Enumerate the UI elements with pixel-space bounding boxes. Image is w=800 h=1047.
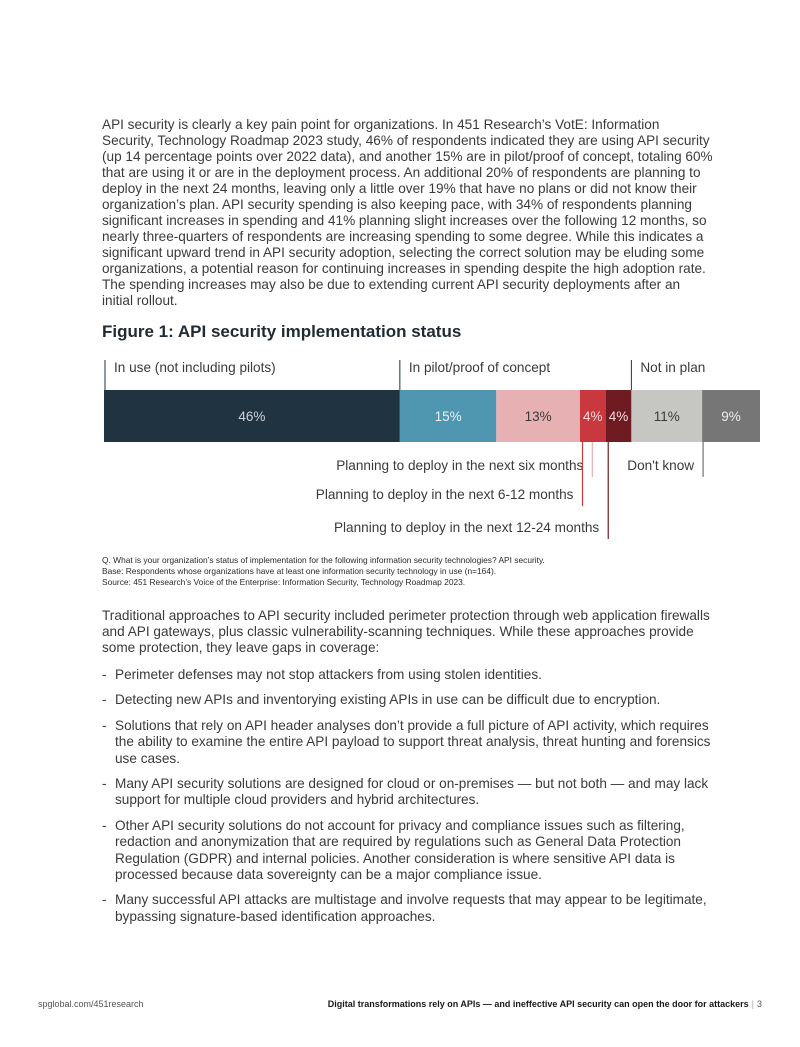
page-number: 3 [756,999,762,1009]
bullet-text: Many API security solutions are designed for cloud or on-premises — but not both — and may lack support for multiple cloud providers and hybrid architectures. [115,776,709,808]
bullet-dash: - [102,817,107,833]
bullet-text: Other API security solutions do not account for privacy and compliance issues such as filtering, redaction and anonymization that are required by regulations such as General Data Protection Regulation (GDPR) and internal policies. Another consideration is where sensitive API data is processed because data sovereignty can be a major compliance issue. [115,817,685,883]
figure-notes [102,555,722,588]
bullet-text: Solutions that rely on API header analyses don’t provide a full picture of API activity, which requires the ability to examine the entire API payload to support threat analysis, threat hunting and forensics use cases. [115,717,711,766]
list-item [102,718,714,767]
callout-label: In pilot/proof of concept [408,360,551,375]
callout-label: In use (not including pilots) [114,360,276,375]
footer-title: Digital transformations rely on APIs — and ineffective API security can open the door for attackers [327,999,749,1009]
callout-label: Don't know [627,458,695,473]
figure-title: Figure 1: API security implementation status [102,322,462,341]
callout-label: Planning to deploy in the next 6-12 months [315,487,574,502]
list-item [102,776,714,809]
bullet-dash: - [102,717,107,733]
callout-label: Planning to deploy in the next 12-24 months [333,520,600,535]
list-item [102,692,714,708]
bar-value-label: 11% [653,409,680,424]
bar-value-label: 4% [583,409,603,424]
list-item [102,818,714,884]
bar-value-label: 46% [238,409,266,424]
bullet-dash: - [102,667,107,682]
figure-base-note: Base: Respondents whose organizations have at least one information security technology in use (n=164). [102,566,497,576]
callout-label: Not in plan [640,360,706,375]
list-item [102,892,714,925]
bullet-dash: - [102,776,107,792]
bullet-text: Perimeter defenses may not stop attackers from using stolen identities. [115,667,542,682]
bar-value-label: 9% [721,409,741,424]
footer-running-title [328,999,762,1009]
footer-separator: | [751,999,754,1009]
figure-source-note: Source: 451 Research’s Voice of the Enterprise: Information Security, Technology Roadmap 2023. [102,577,466,587]
callout-label: Planning to deploy in the next six months [336,458,584,473]
bullet-dash: - [102,892,107,908]
bullet-text: Detecting new APIs and inventorying existing APIs in use can be difficult due to encryption. [115,692,661,708]
bullet-text: Many successful API attacks are multistage and involve requests that may appear to be legitimate, bypassing signature-based identification approaches. [115,892,707,924]
intro-paragraph: API security is clearly a key pain point for organizations. In 451 Research’s VotE: Information Security, Technology Roadmap 2023 study, 46% of respondents indicated they are using API security (up 14 percentage points over 2022 data), and another 15% are in pilot/proof of concept, totaling 60% that are using it or are in the deployment process. An additional 20% of respondents are planning to deploy in the next 24 months, leaving only a little over 19% that have no plans or did not know their organization’s plan. API security spending is also keeping pace, with 34% of respondents planning significant increases in spending and 41% planning slight increases over the following 12 months, so nearly three-quarters of respondents are increasing spending to some degree. While this indicates a significant upward trend in API security adoption, selecting the correct solution may be eluding some organizations, a potential reason for continuing increases in spending despite the high adoption rate. The spending increases may also be due to extending current API security deployments after an initial rollout. [102,117,713,308]
gaps-paragraph: Traditional approaches to API security included perimeter protection through web application firewalls and API gateways, plus classic vulnerability-scanning techniques. While these approaches provide some protection, they leave gaps in coverage: [102,608,710,655]
footer-url: spglobal.com/451research [38,999,144,1009]
figure-question-note: Q. What is your organization’s status of implementation for the following information security technologies? API security. [102,555,545,565]
list-item [102,667,714,683]
bar-value-label: 4% [608,409,629,424]
bar-value-label: 13% [524,409,552,424]
bar-value-label: 15% [434,409,462,424]
gaps-bullet-list [102,667,714,934]
bullet-dash: - [102,692,107,708]
